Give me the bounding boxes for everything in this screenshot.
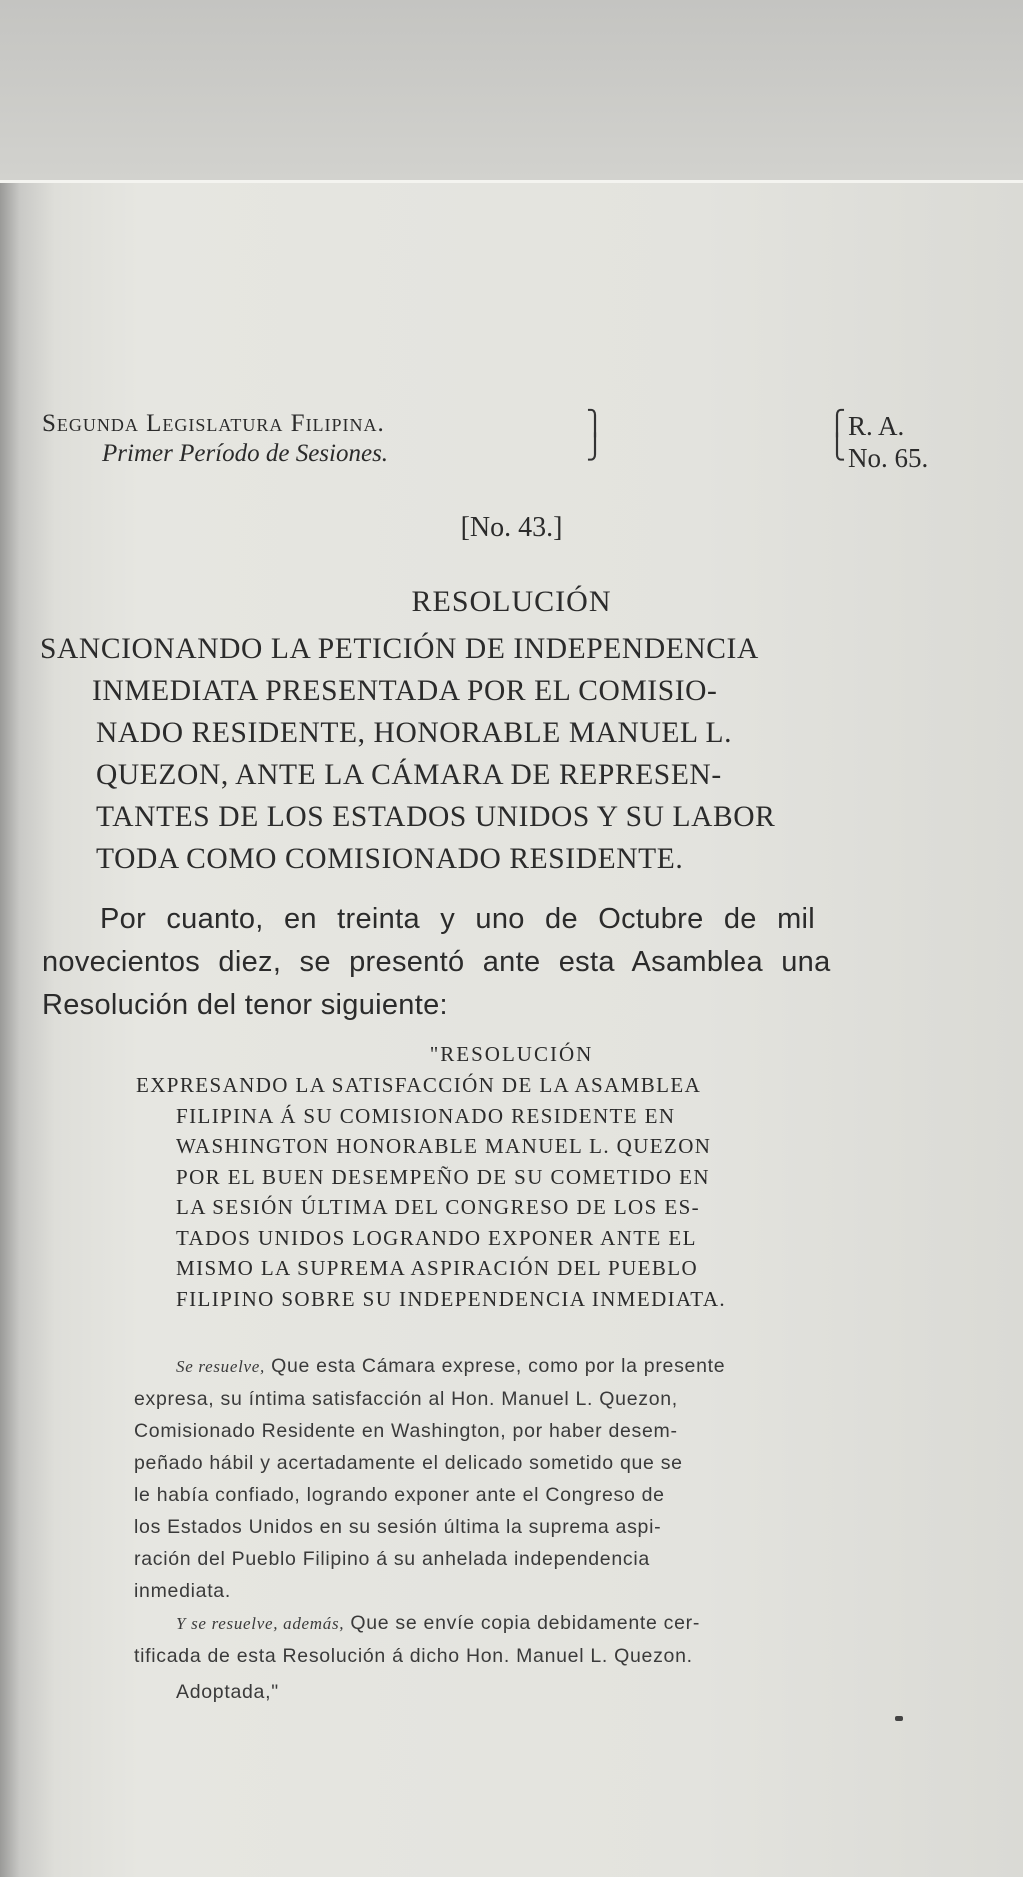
ref-number: No. 65. (848, 443, 929, 473)
resolve-line: inmediata. (134, 1580, 231, 1602)
subtitle-line: TODA COMO COMISIONADO RESIDENTE. (96, 843, 684, 875)
resolve-lead: Se resuelve, (176, 1357, 265, 1376)
legislature-name: Segunda Legislatura Filipina. (42, 410, 385, 437)
adopted-text: Adoptada," (176, 1681, 279, 1703)
quoted-subtitle-line: MISMO LA SUPREMA ASPIRACIÓN DEL PUEBLO (176, 1256, 699, 1280)
quoted-subtitle-line: FILIPINA Á SU COMISIONADO RESIDENTE EN (176, 1103, 676, 1128)
resolve-line: Comisionado Residente en Washington, por haber desem- (134, 1420, 678, 1442)
ink-mark (895, 1716, 903, 1721)
quoted-subtitle-line: TADOS UNIDOS LOGRANDO EXPONER ANTE EL (176, 1225, 697, 1250)
resolve-line (134, 1350, 954, 1383)
subtitle-line: NADO RESIDENTE, HONORABLE MANUEL L. (96, 717, 733, 749)
resolution-title: RESOLUCIÓN (411, 585, 612, 618)
subtitle-line: TANTES DE LOS ESTADOS UNIDOS Y SU LABOR (96, 801, 776, 833)
resolution-subtitle (40, 628, 950, 880)
also-resolve-line: tificada de esta Resolución á dicho Hon. Manuel L. Quezon. (134, 1645, 693, 1667)
quoted-subtitle-line: FILIPINO SOBRE SU INDEPENDENCIA INMEDIATA. (176, 1286, 727, 1311)
preamble-line: Por cuanto, en treinta y uno de Octubre de mil (100, 903, 816, 935)
quoted-title: "RESOLUCIÓN (429, 1042, 594, 1066)
quoted-subtitle-line: POR EL BUEN DESEMPEÑO DE SU COMETIDO EN (176, 1164, 710, 1189)
preamble-paragraph (42, 898, 950, 1027)
also-resolve-text: Que se envíe copia debidamente cer- (350, 1612, 701, 1634)
resolve-line: le había confiado, logrando exponer ante el Congreso de (134, 1484, 665, 1506)
preamble-line: novecientos diez, se presentó ante esta Asamblea una (42, 946, 831, 978)
resolution-number: [No. 43.] (460, 512, 563, 543)
ref-ra: R. A. (848, 411, 905, 441)
subtitle-line: INMEDIATA PRESENTADA POR EL COMISIO- (92, 675, 718, 707)
preamble-line: Resolución del tenor siguiente: (42, 989, 448, 1021)
header-right (848, 410, 928, 474)
resolve-line: ración del Pueblo Filipino á su anhelada independencia (134, 1548, 650, 1570)
resolve-line: peñado hábil y acertadamente el delicado sometido que se (134, 1452, 683, 1474)
quoted-subtitle-line: WASHINGTON HONORABLE MANUEL L. QUEZON (176, 1134, 712, 1158)
brace-left: ⎫ ⎭ (586, 411, 604, 461)
quoted-subtitle (136, 1070, 936, 1314)
subtitle-line: SANCIONANDO LA PETICIÓN DE INDEPENDENCIA (40, 633, 759, 665)
header-left (42, 410, 602, 468)
subtitle-line: QUEZON, ANTE LA CÁMARA DE REPRESEN- (96, 759, 722, 791)
also-resolve-lead: Y se resuelve, además, (176, 1614, 345, 1633)
resolve-line: los Estados Unidos en su sesión última la suprema aspi- (134, 1516, 662, 1538)
resolve-line: expresa, su íntima satisfacción al Hon. Manuel L. Quezon, (134, 1388, 678, 1410)
session-name: Primer Período de Sesiones. (102, 440, 389, 467)
quoted-subtitle-line: LA SESIÓN ÚLTIMA DEL CONGRESO DE LOS ES- (176, 1195, 701, 1219)
quoted-subtitle-line: EXPRESANDO LA SATISFACCIÓN DE LA ASAMBLEA (136, 1073, 702, 1097)
quoted-body (134, 1350, 954, 1708)
brace-right: ⎧ ⎩ (828, 411, 846, 461)
resolve-text: Que esta Cámara exprese, como por la presente (271, 1355, 726, 1377)
also-resolve-line (134, 1607, 954, 1640)
